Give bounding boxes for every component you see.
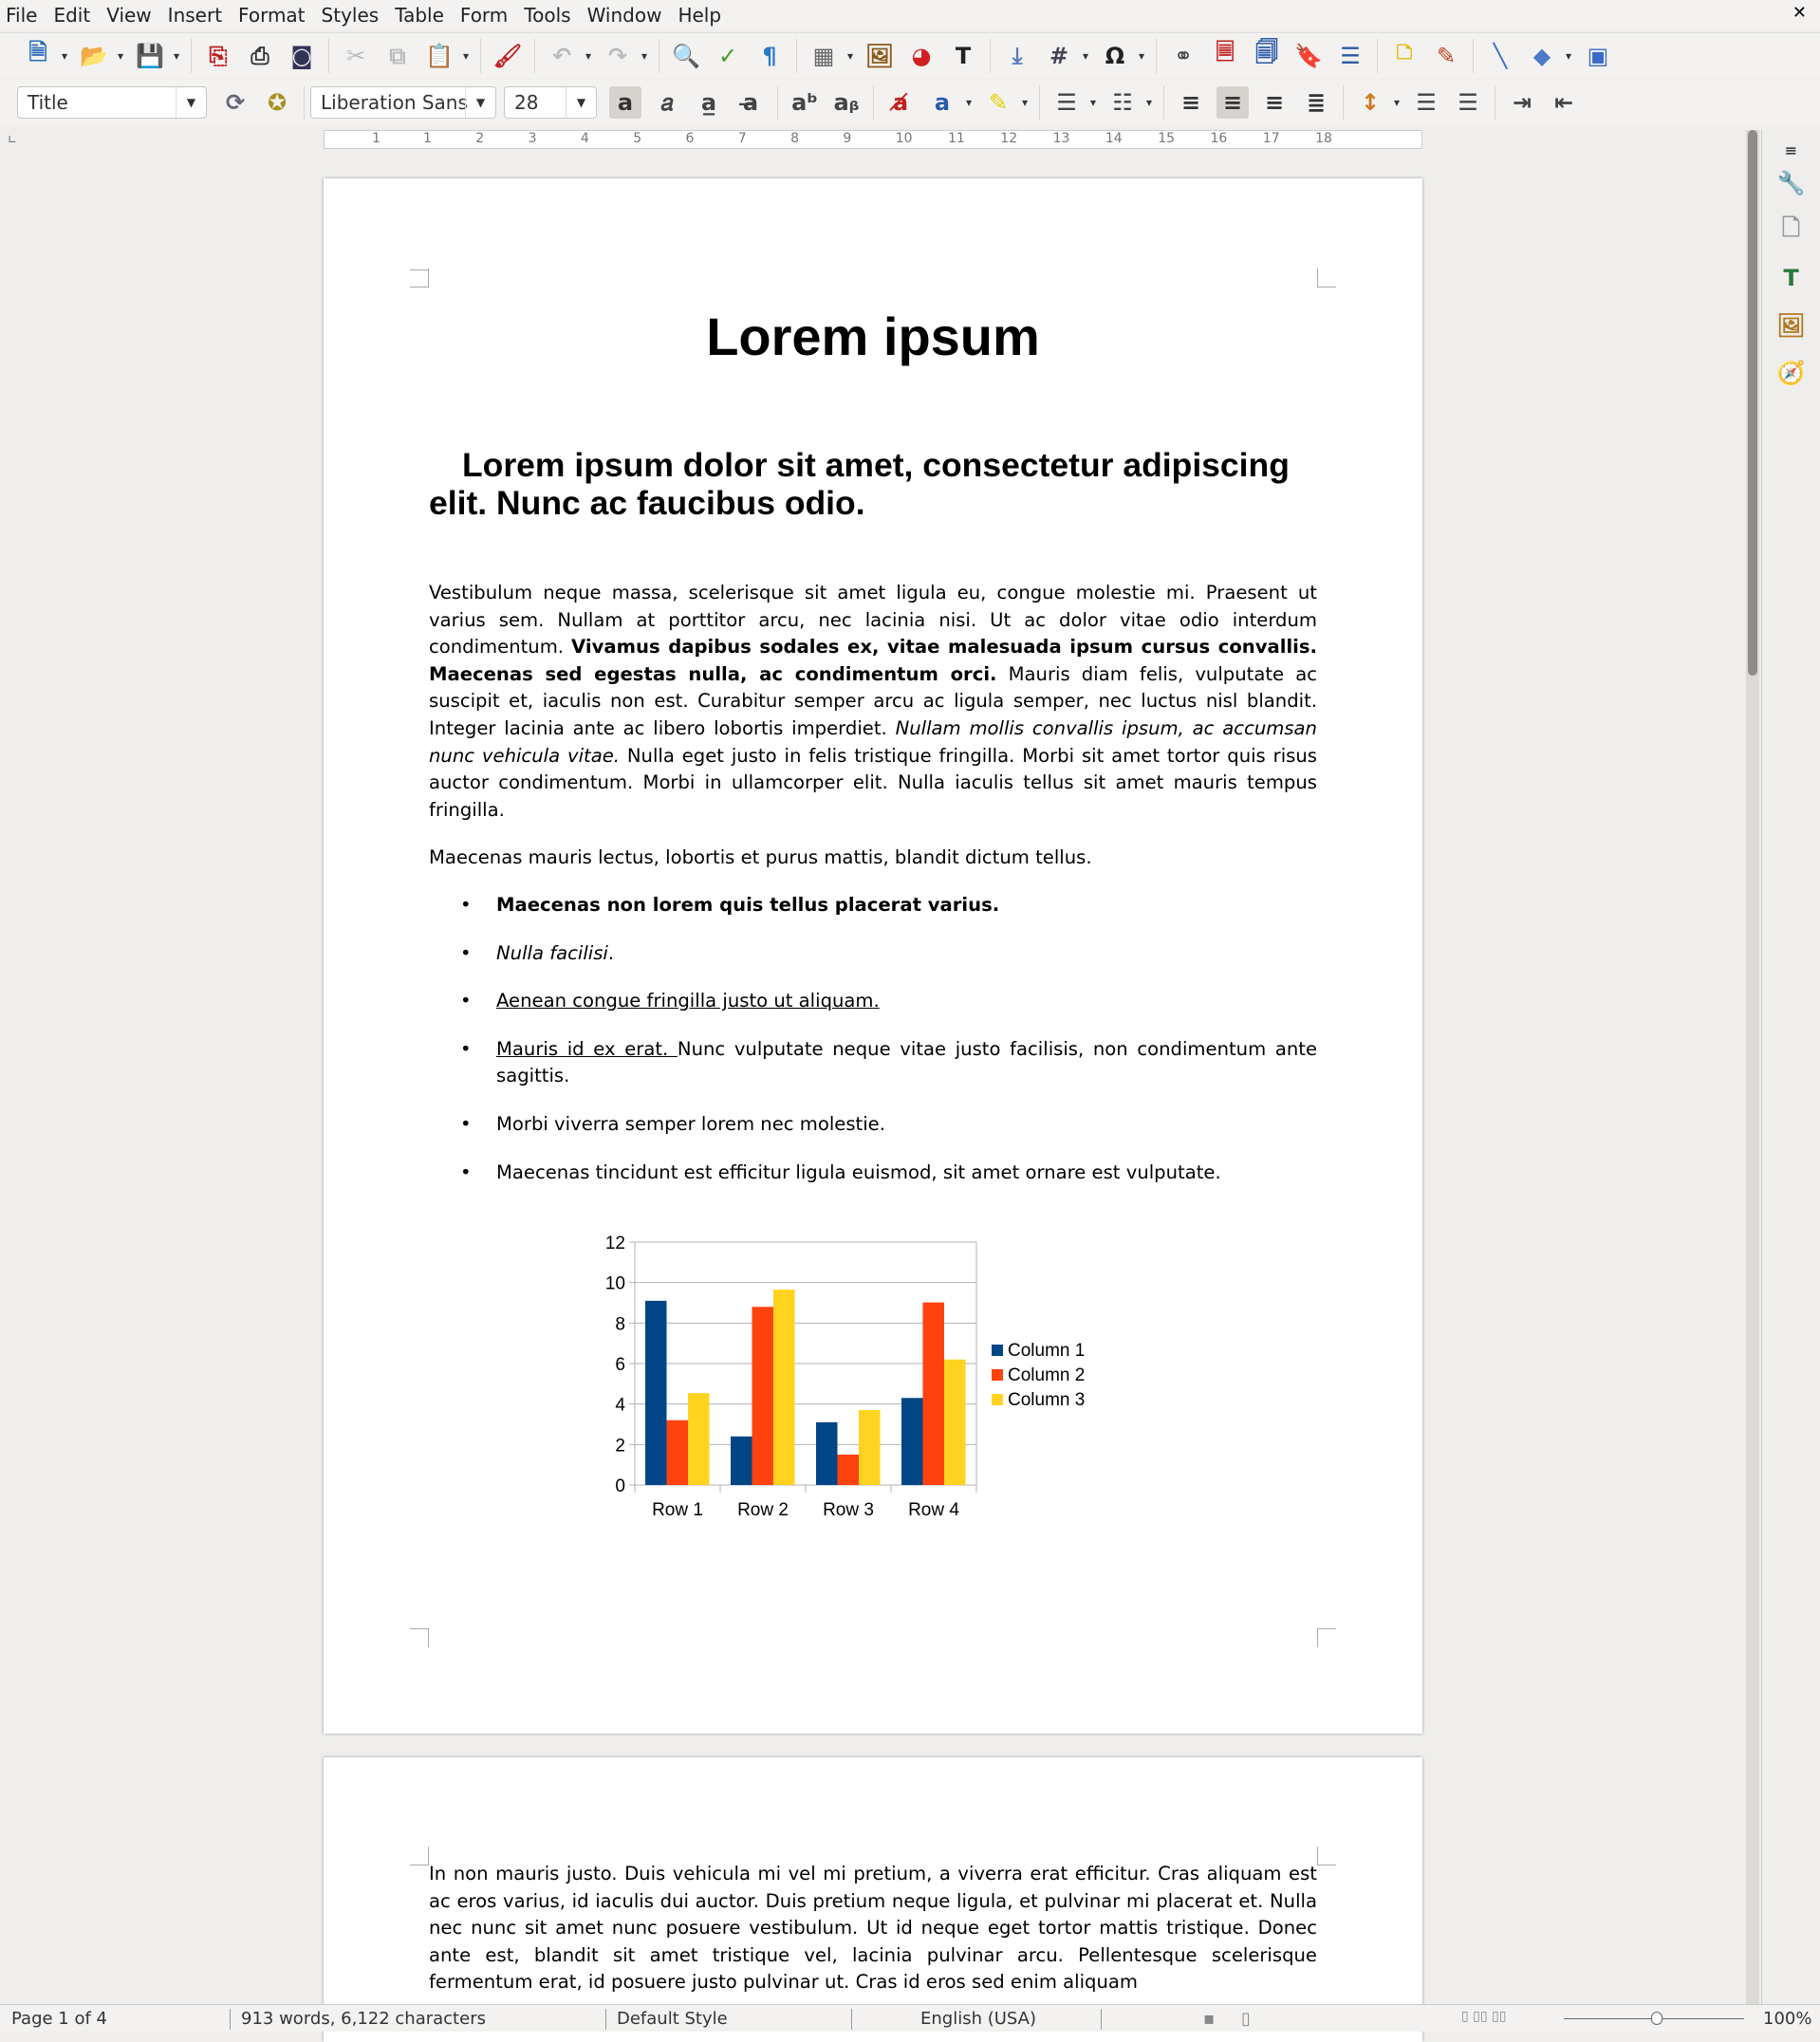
formatting-marks-icon[interactable]: ¶ [762, 42, 777, 69]
paragraph-style-value: Title [28, 91, 68, 114]
menu-form[interactable]: Form [459, 3, 509, 27]
y-tick-label: 12 [604, 1234, 625, 1253]
bold-text-run: Maecenas non lorem quis tellus placerat varius. [496, 894, 1000, 916]
y-tick-label: 10 [604, 1273, 625, 1294]
cross-reference-icon[interactable]: ☰ [1340, 42, 1361, 69]
endnote-icon[interactable]: 🗐 [1255, 39, 1278, 65]
undo-icon[interactable]: ↶ ▾ [546, 40, 578, 72]
bold-icon[interactable]: a [609, 86, 641, 119]
ruler-tick-label: 10 [895, 131, 913, 146]
bar [752, 1307, 774, 1485]
paste-icon[interactable]: 📋 ▾ [423, 40, 455, 72]
y-tick-label: 2 [615, 1436, 625, 1457]
align-left-icon[interactable]: ≡ [1180, 89, 1201, 116]
menu-format[interactable]: Format [238, 3, 306, 27]
ruler-tick-label: 2 [475, 131, 485, 146]
chevron-down-icon[interactable]: ▼ [465, 87, 495, 118]
spelling-icon[interactable]: ✓ [717, 42, 738, 69]
special-character-icon[interactable]: Ω ▾ [1099, 40, 1131, 72]
ruler-tick-label: 5 [633, 131, 642, 146]
line-icon[interactable]: ╲ [1493, 42, 1508, 69]
sidebar-deck [1761, 130, 1820, 2004]
legend-label: Column 2 [1008, 1365, 1086, 1385]
ruler-tick-label: 15 [1158, 131, 1176, 146]
toolbar-separator [990, 39, 991, 73]
menu-styles[interactable]: Styles [321, 3, 380, 27]
legend-swatch [992, 1369, 1003, 1381]
styles-icon[interactable]: T [1783, 265, 1799, 291]
document-modified-icon[interactable]: ▯ [1241, 2009, 1251, 2029]
new-document-icon[interactable]: 🗎 ▾ [22, 40, 54, 72]
margin-corner [410, 269, 429, 288]
menu-edit[interactable]: Edit [53, 3, 91, 27]
highlight-color-icon[interactable]: ✎ ▾ [982, 86, 1014, 119]
list-item[interactable] [429, 940, 1317, 968]
zoom-level[interactable]: 100% [1763, 2009, 1812, 2029]
increase-paragraph-spacing-icon[interactable]: ☰ [1416, 89, 1437, 116]
italic-text-run: Nulla facilisi [496, 941, 608, 964]
margin-corner [1317, 1847, 1336, 1866]
insert-chart-icon[interactable]: ◕ [911, 42, 932, 69]
bar [901, 1398, 923, 1485]
ruler-tick-label: 11 [948, 131, 965, 146]
increase-indent-icon[interactable]: ⇥ [1512, 89, 1532, 116]
font-size-value: 28 [514, 91, 539, 114]
bar [645, 1301, 667, 1485]
insert-mode-icon[interactable]: ▪ [1203, 2009, 1216, 2029]
legend-swatch [992, 1345, 1003, 1356]
chevron-down-icon[interactable]: ▼ [566, 87, 596, 118]
insert-image-icon[interactable]: 🖼 [864, 42, 895, 69]
view-layout-icon[interactable]: ▯ ▯▯ ▯▯ [1461, 2009, 1507, 2024]
document-title[interactable]: Lorem ipsum [706, 306, 1040, 366]
properties-icon[interactable]: 🔧 [1776, 170, 1806, 196]
menu-insert[interactable]: Insert [167, 3, 223, 27]
menu-file[interactable]: File [6, 3, 38, 27]
bar [838, 1455, 860, 1485]
redo-icon[interactable]: ↷ ▾ [602, 40, 634, 72]
toolbar-separator [1377, 39, 1378, 73]
sidebar-menu-icon[interactable]: ≡ [1784, 141, 1798, 159]
underlined-text-run: Aenean congue fringilla justo ut aliquam. [496, 990, 880, 1012]
superscript-icon[interactable]: aᵇ [791, 89, 818, 116]
print-icon[interactable]: ⎙ [251, 42, 269, 69]
paragraph-1[interactable] [429, 580, 1317, 824]
text-run: Mauris diam felis, vulputate ac suscipit et, iaculis non est. Curabitur semper arcu ac ligula semper, nec luctus nisl blandit. Integer lacinia ante ac libero lobortis imperdiet. [429, 662, 1317, 739]
language[interactable]: English (USA) [920, 2009, 1037, 2029]
toolbar-separator [191, 39, 192, 73]
underline-icon[interactable]: a̲ [700, 89, 717, 116]
ruler-tick-label: 17 [1262, 131, 1280, 146]
toolbar-separator [873, 85, 874, 120]
word-count[interactable]: 913 words, 6,122 characters [241, 2009, 486, 2029]
cut-icon[interactable]: ✂ [345, 42, 366, 69]
page-icon[interactable]: 🗋 [1781, 213, 1801, 241]
new-style-icon[interactable]: ✪ [267, 89, 288, 116]
bar [944, 1360, 966, 1485]
print-preview-icon[interactable]: ◙ [290, 42, 313, 69]
font-name-value: Liberation Sans [321, 91, 468, 114]
menu-bar [0, 0, 1820, 29]
clone-formatting-icon[interactable]: 🖌 [492, 42, 523, 69]
ruler-tick-label: 4 [580, 131, 589, 146]
menu-window[interactable]: Window [586, 3, 662, 27]
bar-chart[interactable] [588, 1215, 1196, 1528]
bar [923, 1303, 945, 1485]
page-2-paragraph[interactable]: In non mauris justo. Duis vehicula mi vel mi pretium, a viverra erat efficitur. Cras aliquam est ac eros varius, id iaculis dui auctor. Duis pretium neque ligula, et pulvinar mi placerat et. Nulla nec nunc sit amet nunc posuere vestibulum. Ut id neque eget tortor mattis tristique. Donec ante est, blandit sit amet tristique vel, lacinia pulvinar arcu. Pellentesque scelerisque fermentum erat, id posuere justo pulvinar ut. Cras id eros sed enim aliquam [429, 1863, 1317, 1994]
vertical-scrollbar[interactable] [1746, 130, 1759, 2004]
legend-label: Column 1 [1008, 1341, 1086, 1361]
toolbar-separator [1156, 39, 1157, 73]
bar [688, 1393, 710, 1485]
horizontal-ruler[interactable] [324, 130, 1422, 149]
italic-icon[interactable]: 𝑎 [660, 89, 674, 116]
toolbar-separator [328, 39, 329, 73]
footnote-icon[interactable]: 🗏 [1216, 39, 1235, 65]
x-tick-label: Row 4 [908, 1500, 959, 1520]
list-item[interactable] [429, 892, 1317, 919]
text-run: Nunc vulputate neque vitae justo facilisis, non condimentum ante sagittis. [496, 1037, 1317, 1087]
bar [731, 1437, 752, 1485]
comment-icon[interactable]: 🗅 [1396, 39, 1413, 65]
ruler-tick-label: 9 [843, 131, 852, 146]
text-run: Nulla eget justo in felis tristique fringilla. Morbi sit amet tortor quis risus auctor condimentum. Morbi in ullamcorper elit. Nulla iaculis tellus sit amet mauris tempus fringilla. [429, 744, 1317, 821]
line-spacing-icon[interactable]: ↕ ▾ [1354, 86, 1386, 119]
italic-text-run: Nullam mollis convallis ipsum, ac accumsan nunc vehicula vitae. [429, 716, 1317, 767]
export-pdf-icon[interactable]: ⎘ [209, 42, 228, 69]
toolbar-separator [1473, 39, 1474, 73]
bar [773, 1290, 795, 1485]
ruler-tick-label: 14 [1105, 131, 1123, 146]
bold-text-run: Vivamus dapibus sodales ex, vitae malesuada ipsum cursus convallis. Maecenas sed egestas nulla, ac condimentum orci. [429, 636, 1318, 685]
document-heading[interactable]: Lorem ipsum dolor sit amet, consectetur adipiscing elit. Nunc ac faucibus odio. [429, 446, 1290, 522]
menu-view[interactable]: View [106, 3, 152, 27]
margin-corner [1317, 1628, 1336, 1647]
toolbar-separator [534, 39, 535, 73]
y-tick-label: 8 [615, 1314, 625, 1335]
ruler-tick-label: 7 [737, 131, 747, 146]
toolbar-separator [777, 85, 778, 120]
menu-table[interactable]: Table [395, 3, 444, 27]
legend-label: Column 3 [1008, 1390, 1086, 1410]
font-name-box[interactable] [310, 86, 496, 119]
ruler-tick-label: 3 [528, 131, 537, 146]
insert-table-icon[interactable]: ▦ ▾ [808, 40, 840, 72]
ruler-tick-label: 12 [1000, 131, 1018, 146]
list-item[interactable]: • Maecenas tincidunt est efficitur ligula euismod, sit amet ornare est vulputate. [429, 1160, 1317, 1187]
track-changes-icon[interactable]: ✎ [1436, 42, 1457, 69]
standard-toolbar [0, 32, 1820, 78]
bookmark-icon[interactable]: 🔖 [1294, 42, 1323, 69]
ruler-tick-label: 6 [685, 131, 695, 146]
insert-field-icon[interactable]: # ▾ [1043, 40, 1075, 72]
open-folder-icon[interactable]: 📂 ▾ [78, 40, 110, 72]
paragraph-2[interactable]: Maecenas mauris lectus, lobortis et purus mattis, blandit dictum tellus. [429, 846, 1092, 868]
strikethrough-icon[interactable]: a̶ [742, 89, 759, 116]
ruler-tick-label: 8 [790, 131, 800, 146]
list-item[interactable]: • Morbi viverra semper lorem nec molestie. [429, 1111, 1317, 1139]
page-count[interactable]: Page 1 of 4 [11, 2009, 107, 2029]
ruler-tick-label: 13 [1052, 131, 1070, 146]
x-tick-label: Row 3 [823, 1500, 874, 1520]
formatting-toolbar [0, 80, 1820, 125]
margin-corner [410, 1628, 429, 1647]
ruler-tick-label: 18 [1315, 131, 1332, 146]
align-center-icon[interactable]: ≡ [1216, 86, 1249, 119]
save-icon[interactable]: 💾 ▾ [134, 40, 166, 72]
gallery-icon[interactable]: 🖼 [1776, 312, 1806, 339]
x-tick-label: Row 1 [652, 1500, 703, 1520]
bullet-list-icon[interactable]: ☰ ▾ [1050, 86, 1083, 119]
basic-shapes-icon[interactable]: ◆ ▾ [1526, 40, 1558, 72]
toolbar-separator [796, 39, 797, 73]
decrease-paragraph-spacing-icon[interactable]: ☰ [1458, 89, 1478, 116]
toolbar-separator [480, 39, 481, 73]
page-break-icon[interactable]: ⤓ [1012, 42, 1023, 69]
tab-stop-selector[interactable]: ∟ [8, 133, 18, 146]
scrollbar-thumb[interactable] [1748, 130, 1757, 676]
list-item[interactable] [429, 988, 1317, 1015]
paragraph-style-box[interactable] [17, 86, 207, 119]
toolbar-separator [1343, 85, 1344, 120]
font-size-box[interactable] [504, 86, 597, 119]
ruler-tick-label: 16 [1210, 131, 1228, 146]
underlined-text-run: Mauris id ex erat. [496, 1037, 678, 1060]
list-item[interactable] [429, 1036, 1317, 1090]
margin-corner [410, 1847, 429, 1866]
menu-tools[interactable]: Tools [524, 3, 571, 27]
hyperlink-icon[interactable]: ⚭ [1173, 42, 1194, 69]
justify-icon[interactable]: ≣ [1306, 89, 1327, 116]
y-tick-label: 0 [615, 1476, 625, 1496]
draw-functions-icon[interactable]: ▣ [1587, 42, 1609, 69]
decrease-indent-icon[interactable]: ⇤ [1553, 89, 1574, 116]
copy-icon[interactable]: ⧉ [389, 42, 406, 69]
text-run: Vestibulum neque massa, scelerisque sit amet ligula eu, congue molestie mi. Praesent ut varius sem. Nullam at porttitor arcu, nec lacinia nisi. Ut ac dolor vitae odio interdum condimentum. [429, 582, 1317, 659]
toolbar-separator [1039, 85, 1040, 120]
numbered-list-icon[interactable]: ☷ ▾ [1106, 86, 1139, 119]
toolbar-separator [1163, 85, 1164, 120]
bar [816, 1422, 838, 1485]
zoom-slider-handle[interactable] [1651, 2012, 1662, 2025]
text-run: . [607, 941, 615, 964]
subscript-icon[interactable]: aᵦ [833, 89, 860, 116]
page-style[interactable]: Default Style [617, 2009, 728, 2029]
align-right-icon[interactable]: ≡ [1264, 89, 1285, 116]
bullet-list [429, 892, 1317, 1207]
legend-swatch [992, 1394, 1003, 1405]
status-bar [0, 2004, 1820, 2032]
margin-corner [1317, 269, 1336, 288]
ruler-tick-label: 1 [372, 131, 381, 146]
bar [667, 1420, 689, 1485]
close-document-button[interactable]: ✕ [1792, 3, 1807, 23]
insert-textbox-icon[interactable]: T [955, 42, 972, 69]
navigator-icon[interactable]: 🧭 [1776, 360, 1806, 386]
bar [859, 1410, 881, 1485]
find-replace-icon[interactable]: 🔍 [672, 42, 700, 69]
font-color-icon[interactable]: a ▾ [926, 86, 958, 119]
chevron-down-icon[interactable]: ▼ [176, 87, 206, 118]
clear-formatting-icon[interactable]: a̸ [892, 89, 909, 116]
x-tick-label: Row 2 [737, 1500, 789, 1520]
ruler-tick-label: 1 [423, 131, 432, 146]
y-tick-label: 6 [615, 1355, 625, 1375]
menu-help[interactable]: Help [678, 3, 722, 27]
y-tick-label: 4 [615, 1395, 625, 1416]
update-style-icon[interactable]: ⟳ [225, 89, 246, 116]
